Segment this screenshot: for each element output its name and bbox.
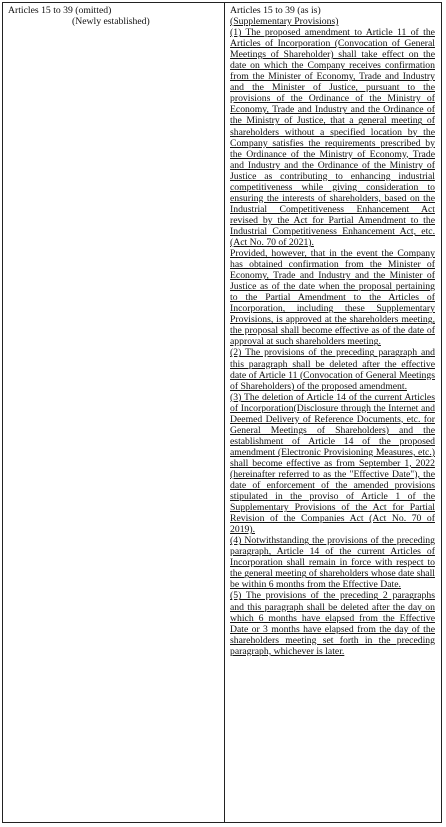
current-articles-column <box>3 3 225 822</box>
paragraph-5: (5) The provisions of the preceding 2 paragraphs and this paragraph shall be deleted after the day on which 6 months have elapsed from the Effective Date or 3 months have elapsed from the day of the shareholders meeting set forth in the preceding paragraph, whichever is later. <box>230 590 435 657</box>
newly-established-note: (Newly established) <box>72 16 150 28</box>
articles-comparison-table <box>2 2 442 823</box>
paragraph-1: (1) The proposed amendment to Article 11 of the Articles of Incorporation (Convocation of General Meetings of Shareholder) shall take effect on the date on which the Company receives confirmation from the Minister of Economy, Trade and Industry and the Minister of Justice, pursuant to the provisions of the Ordinance of the Ministry of Economy, Trade and Industry and the Ordinance of the Ministry of Justice, that a general meeting of shareholders without a specified location by the Company satisfies the requirements prescribed by the Ordinance of the Ministry of Economy, Trade and Industry and the Ordinance of the Ministry of Justice as contributing to enhancing industrial competitiveness while giving consideration to ensuring the interests of shareholders, based on the Industrial Competitiveness Enhancement Act revised by the Act for Partial Amendment to the Industrial Competitiveness Enhancement Act, etc. (Act No. 70 of 2021). <box>230 27 435 248</box>
paragraph-3: (3) The deletion of Article 14 of the current Articles of Incorporation(Disclosure through the Internet and Deemed Delivery of Reference Documents, etc. for General Meetings of Shareholders) and the establishment of Article 14 of the proposed amendment (Electronic Provisioning Measures, etc.) shall become effective as from September 1, 2022 (hereinafter referred to as the "Effective Date"), the date of enforcement of the amended provisions stipulated in the proviso of Article 1 of the Supplementary Provisions of the Act for Partial Revision of the Companies Act (Act No. 70 of 2019). <box>230 391 435 536</box>
right-heading: Articles 15 to 39 (as is) <box>230 5 321 16</box>
supplementary-provisions-title: (Supplementary Provisions) <box>230 16 339 28</box>
paragraph-1-proviso: Provided, however, that in the event the Company has obtained confirmation from the Minister of Economy, Trade and Industry and the Minister of Justice as of the date when the proposal pertaining to the Partial Amendment to the Articles of Incorporation, including these Supplementary Provisions, is approved at the shareholders meeting, the proposal shall become effective as of the date of approval at such shareholders meeting. <box>230 248 435 348</box>
paragraph-4: (4) Notwithstanding the provisions of the preceding paragraph, Article 14 of the current Articles of Incorporation shall remain in force with respect to the general meeting of shareholders whose date shall be within 6 months from the Effective Date. <box>230 535 435 591</box>
paragraph-2: (2) The provisions of the preceding paragraph and this paragraph shall be deleted after the effective date of Article 11 (Convocation of General Meetings of Shareholders) of the proposed amendment. <box>230 347 435 392</box>
left-heading: Articles 15 to 39 (omitted) <box>8 5 112 16</box>
proposed-articles-column <box>225 3 441 822</box>
